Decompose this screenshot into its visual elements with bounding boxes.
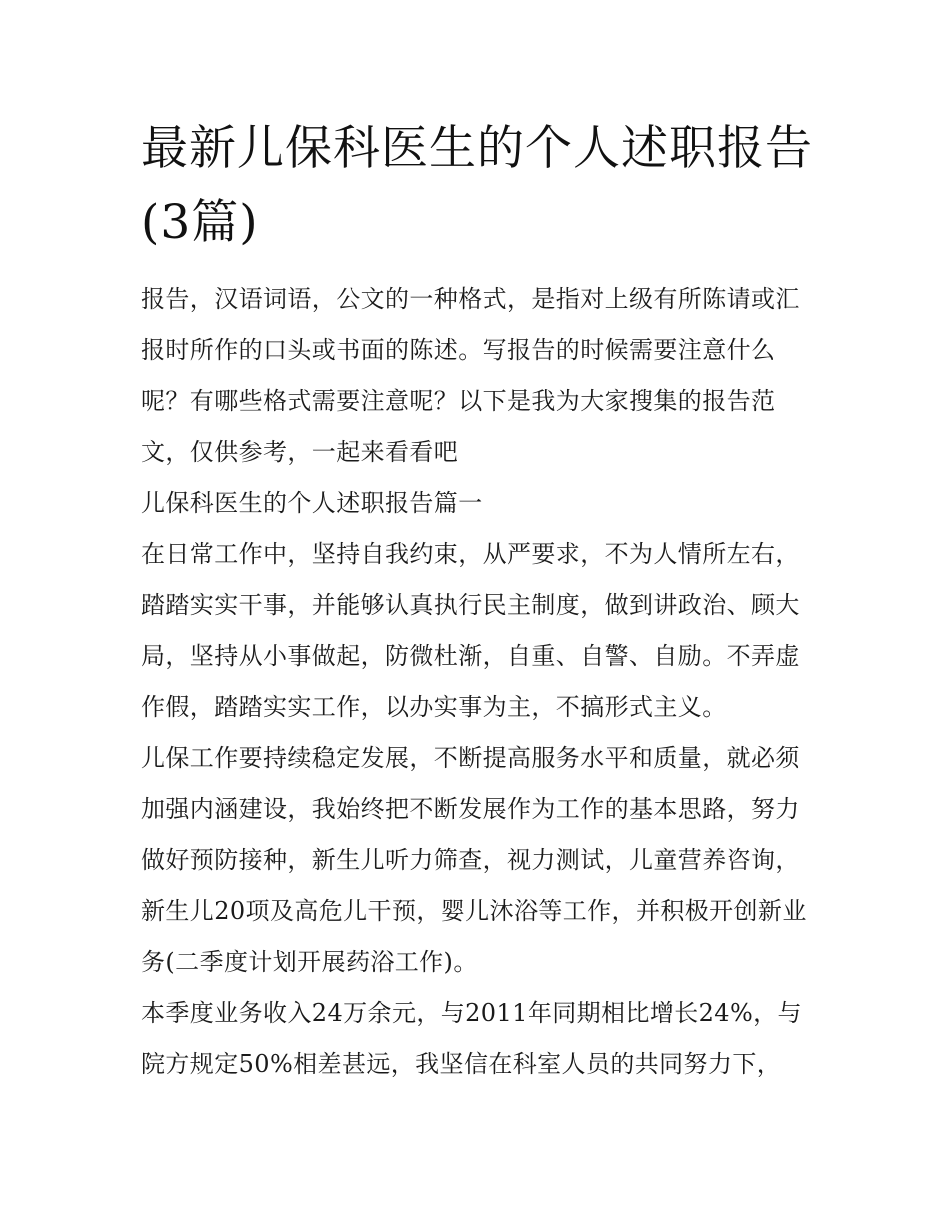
document-title: 最新儿保科医生的个人述职报告(3篇) — [141, 121, 813, 250]
section-heading: 儿保科医生的个人述职报告篇一 — [141, 489, 483, 517]
document-page — [141, 112, 821, 1090]
body-paragraph: 儿保工作要持续稳定发展，不断提高服务水平和质量，就必须加强内涵建设，我始终把不断发展作为工作的基本思路，努力做好预防接种，新生儿听力筛查，视力测试，儿童营养咨询，新生儿20项及高危儿干预，婴儿沐浴等工作，并积极开创新业务(二季度计划开展药浴工作)。 — [141, 744, 807, 976]
body-paragraph: 本季度业务收入24万余元，与2011年同期相比增长24%，与院方规定50%相差甚远，我坚信在科室人员的共同努力下， — [141, 999, 802, 1078]
body-paragraph: 在日常工作中，坚持自我约束，从严要求，不为人情所左右，踏踏实实干事，并能够认真执行民主制度，做到讲政治、顾大局，坚持从小事做起，防微杜渐，自重、自警、自励。不弄虚作假，踏踏实实工作，以办实事为主，不搞形式主义。 — [141, 540, 800, 721]
intro-paragraph: 报告，汉语词语，公文的一种格式，是指对上级有所陈请或汇报时所作的口头或书面的陈述。写报告的时候需要注意什么呢？有哪些格式需要注意呢？以下是我为大家搜集的报告范文，仅供参考，一起来看看吧 — [141, 285, 800, 466]
